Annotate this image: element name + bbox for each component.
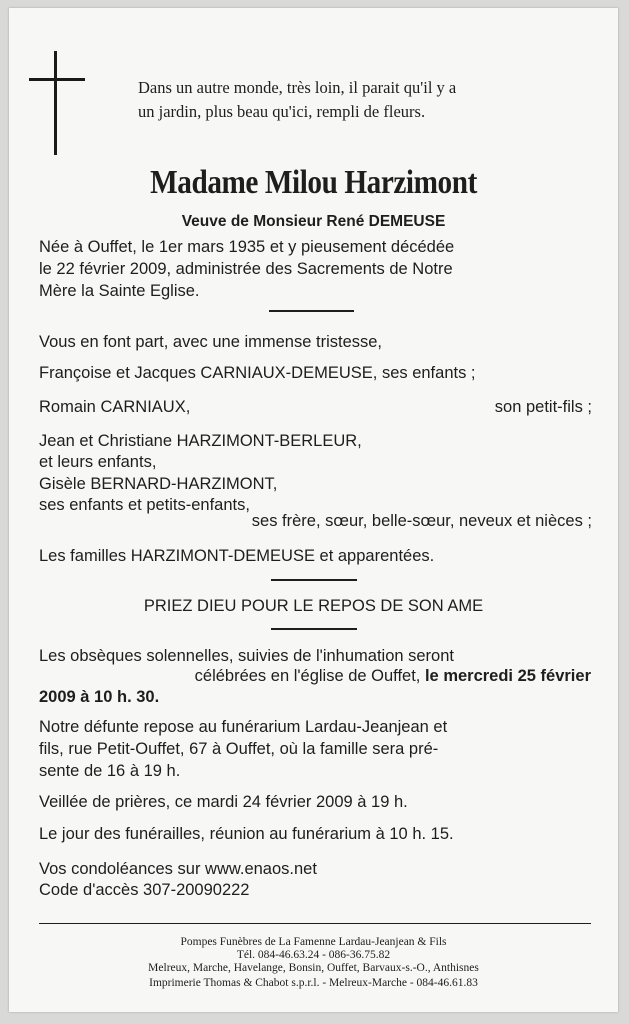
funeral-line: Les obsèques solennelles, suivies de l'inhumation seront <box>39 647 454 665</box>
epigraph-line: Dans un autre monde, très loin, il parait qu'il y a <box>138 78 457 97</box>
rest-line: Notre défunte repose au funérarium Lardau-Jeanjean et <box>39 718 448 736</box>
vigil-text: Veillée de prières, ce mardi 24 février 2009 à 19 h. <box>39 793 408 811</box>
family-line: Romain CARNIAUX, <box>39 398 191 416</box>
footer-line: Melreux, Marche, Havelange, Bonsin, Ouffet, Barvaux-s.-O., Anthisnes <box>148 962 479 974</box>
footer-divider <box>39 923 591 924</box>
access-code: Code d'accès 307-20090222 <box>39 881 250 899</box>
rest-line: sente de 16 à 19 h. <box>39 762 181 780</box>
intro-text: Vous en font part, avec une immense tristesse, <box>39 333 383 351</box>
deceased-name: Madame Milou Harzimont <box>150 164 477 201</box>
birth-death-line: Née à Ouffet, le 1er mars 1935 et y pieusement décédée <box>39 238 455 256</box>
footer-line: Imprimerie Thomas & Chabot s.p.r.l. - Melreux-Marche - 084-46.61.83 <box>149 977 478 989</box>
funeral-time: 2009 à 10 h. 30. <box>39 688 160 706</box>
birth-death-line: le 22 février 2009, administrée des Sacrements de Notre <box>39 260 453 278</box>
family-line: ses enfants et petits-enfants, <box>39 496 250 514</box>
family-role: son petit-fils ; <box>494 398 592 416</box>
funeral-line <box>39 665 591 687</box>
epigraph-line: un jardin, plus beau qu'ici, rempli de fleurs. <box>138 102 426 121</box>
birth-death-line: Mère la Sainte Eglise. <box>39 282 200 300</box>
family-line: Les familles HARZIMONT-DEMEUSE et apparentées. <box>39 547 435 565</box>
family-line: ses frère, sœur, belle-sœur, neveux et nièces ; <box>251 512 592 530</box>
family-line: Françoise et Jacques CARNIAUX-DEMEUSE, ses enfants ; <box>39 364 476 382</box>
meeting-text: Le jour des funérailles, réunion au funérarium à 10 h. 15. <box>39 825 454 843</box>
condolences-line: Vos condoléances sur www.enaos.net <box>39 860 317 878</box>
family-line: Gisèle BERNARD-HARZIMONT, <box>39 475 278 493</box>
divider <box>269 310 354 312</box>
cross-icon <box>29 51 85 155</box>
divider <box>271 579 357 581</box>
rest-line: fils, rue Petit-Ouffet, 67 à Ouffet, où la famille sera pré- <box>39 740 439 758</box>
footer-line: Pompes Funèbres de La Famenne Lardau-Jeanjean & Fils <box>180 936 447 948</box>
funeral-card <box>9 8 618 1012</box>
divider <box>271 628 357 630</box>
funeral-text: célébrées en l'église de Ouffet, <box>194 667 425 685</box>
footer-line: Tél. 084-46.63.24 - 086-36.75.82 <box>236 949 391 961</box>
family-line: et leurs enfants, <box>39 453 157 471</box>
prayer-heading: PRIEZ DIEU POUR LE REPOS DE SON AME <box>143 597 484 615</box>
widow-of: Veuve de Monsieur René DEMEUSE <box>181 213 446 230</box>
family-line: Jean et Christiane HARZIMONT-BERLEUR, <box>39 432 362 450</box>
funeral-date: le mercredi 25 février <box>424 667 591 685</box>
epigraph <box>138 76 558 124</box>
